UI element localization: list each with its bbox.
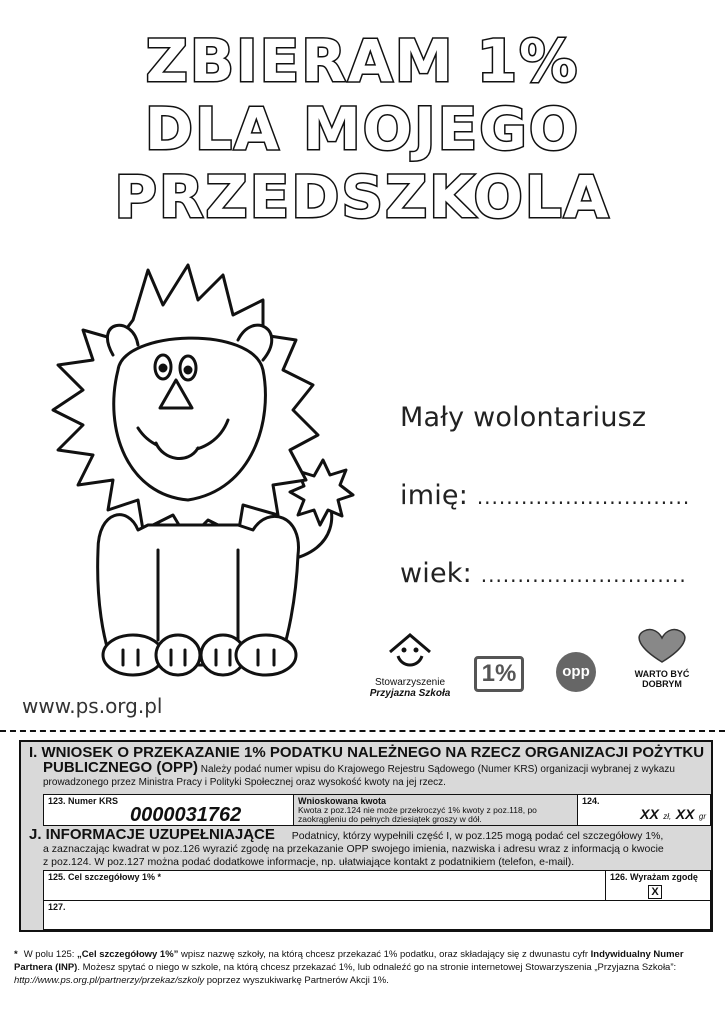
opp-logo: opp [556, 652, 596, 692]
warto-byc-dobrym-logo [630, 628, 694, 689]
field-125-label: 125. Cel szczegółowy 1% * [48, 872, 162, 882]
footnote-bold-1: „Cel szczegółowy 1%” [77, 949, 179, 960]
tax-form [19, 740, 713, 932]
amount-field[interactable] [577, 794, 711, 826]
footnote-bold-2: Indywidualny Numer Partnera (INP) [14, 949, 684, 973]
krs-field[interactable] [43, 794, 295, 826]
amount-zl-value: XX [640, 806, 659, 822]
section-j-desc-2: a zaznaczając kwadrat w poz.126 wyrazić zgodę na przekazanie OPP swojego imienia, nazwiska i adresu wraz z informacją o kwocie [43, 843, 664, 855]
krs-label: 123. Numer KRS [48, 796, 119, 806]
section-i-desc-a: Należy podać numer wpisu do Krajowego Rejestru Sądowego (Numer KRS) organizacji wybranej z wykazu [200, 764, 675, 775]
consent-checkbox[interactable]: X [648, 885, 662, 899]
name-field[interactable] [400, 480, 690, 511]
zl-unit: zł, [663, 812, 672, 821]
footnote-text-2: wpisz nazwę szkoły, na którą chcesz przekazać 1% podatku, oraz składający się z dwunastu cyfr [178, 949, 591, 960]
house-smile-icon [380, 630, 440, 672]
warto-line-2: DOBRYM [642, 679, 682, 689]
amount-desc-1: Kwota z poz.124 nie może przekroczyć 1% kwoty z poz.118, po [298, 805, 537, 815]
amount-desc-2: zaokrągleniu do pełnych dziesiątek groszy w dół. [298, 814, 482, 824]
footnote-text-3: . Możesz spytać o niego w szkole, na którą chcesz przekazać 1%, lub odnaleźć go na stronie internetowej Stowarzyszenia „Przyjazna Szkoła”: [77, 962, 677, 973]
field-126-label: 126. Wyrażam zgodę [610, 872, 698, 882]
association-name-2: Przyjazna Szkoła [369, 688, 451, 699]
amount-info [293, 794, 579, 826]
amount-gr-value: XX [675, 806, 695, 822]
section-i-heading-2: PUBLICZNEGO (OPP) [43, 759, 199, 776]
title-line-3: PRZEDSZKOLA [114, 163, 611, 231]
title-line-2: DLA MOJEGO [144, 95, 581, 163]
consent-field [605, 870, 711, 902]
section-j [21, 826, 711, 930]
additional-info-field[interactable] [43, 900, 711, 930]
footnote-text-4: poprzez wyszukiwarkę Partnerów Akcji 1%. [204, 975, 389, 986]
heart-hands-icon [634, 628, 690, 664]
footnote-link[interactable]: http://www.ps.org.pl/partnerzy/przekaz/szkoly [14, 975, 205, 986]
age-label: wiek: [400, 558, 472, 589]
title-line-1: ZBIERAM 1% [145, 27, 580, 95]
volunteer-label: Mały wolontariusz [400, 402, 647, 433]
association-logo [365, 630, 455, 699]
association-name-1: Stowarzyszenie [374, 677, 446, 688]
age-dots: ............................ [480, 563, 687, 587]
amount-label: Wnioskowana kwota [298, 796, 387, 806]
age-field[interactable] [400, 558, 687, 589]
warto-line-1: WARTO BYĆ [634, 669, 690, 679]
section-i-heading: I. WNIOSEK O PRZEKAZANIE 1% PODATKU NALEŻNEGO NA RZECZ ORGANIZACJI POŻYTKU [29, 744, 705, 761]
goal-field[interactable] [43, 870, 607, 902]
cut-line [0, 730, 725, 732]
one-percent-logo: 1% [474, 656, 524, 692]
website-url[interactable]: www.ps.org.pl [22, 694, 163, 718]
footnote-text-1: W polu 125: [23, 949, 78, 960]
field-127-label: 127. [48, 902, 66, 912]
field-124-label: 124. [582, 796, 600, 806]
section-i [21, 742, 711, 827]
lion-illustration [38, 260, 368, 680]
section-j-desc-3: z poz.124. W poz.127 można podać dodatkowe informacje, np. ułatwiające kontakt z podatnikiem (telefon, e-mail). [43, 856, 575, 868]
name-label: imię: [400, 480, 469, 511]
section-i-desc-b: prowadzonego przez Ministra Pracy i Polityki Społecznej oraz wysokość kwoty na jej rzecz. [43, 777, 446, 788]
section-j-heading: J. INFORMACJE UZUPEŁNIAJĄCE [29, 826, 275, 843]
footnote-star: * [14, 949, 18, 960]
section-j-desc-1: Podatnicy, którzy wypełnili część I, w poz.125 mogą podać cel szczegółowy 1%, [291, 830, 664, 842]
footnote [14, 948, 714, 987]
name-dots: ............................. [476, 485, 691, 509]
gr-unit: gr [698, 812, 706, 821]
krs-value: 0000031762 [130, 804, 242, 826]
